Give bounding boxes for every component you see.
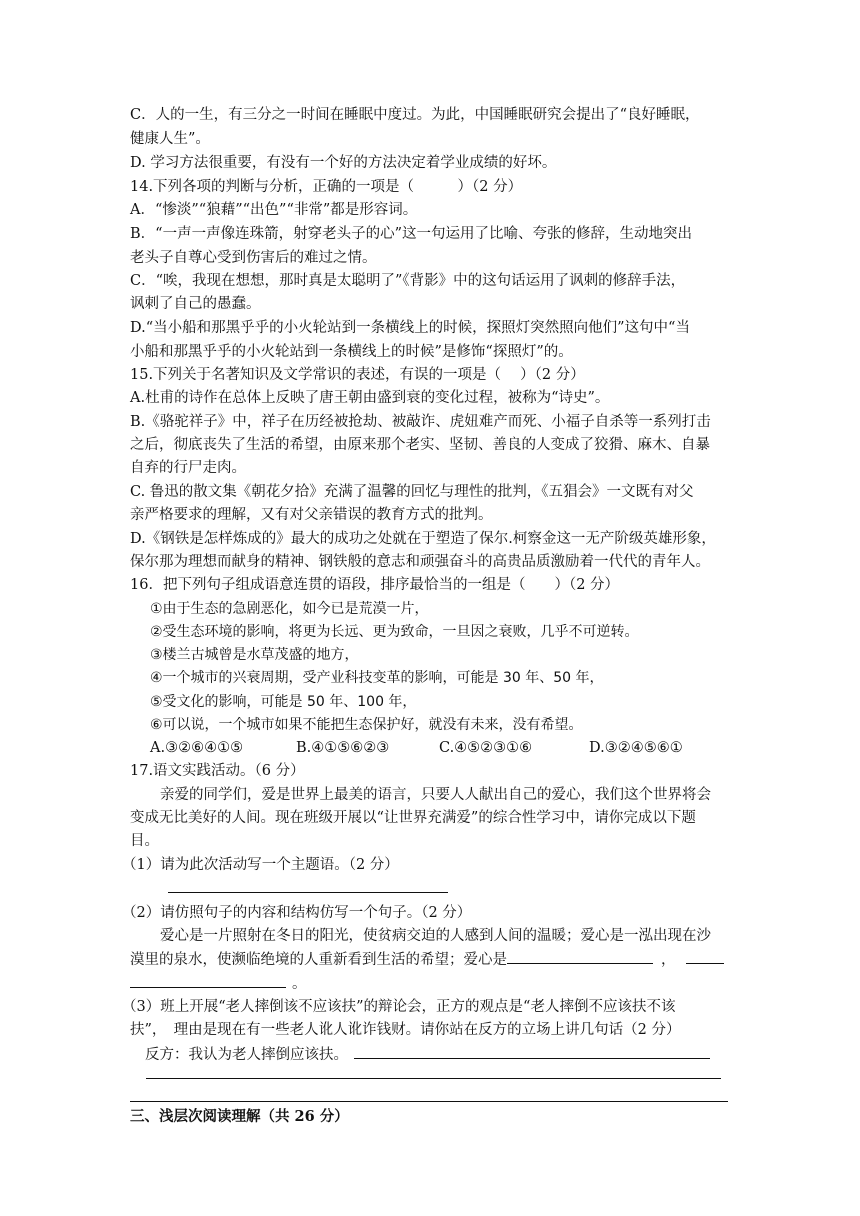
q16-sentence-2: ②受生态环境的影响，将更为长远、更为致命，一旦因之衰败，几乎不可逆转。 — [150, 624, 639, 640]
q13-option-c-line2: 健康人生”。 — [130, 131, 210, 147]
section-3-heading: 三、浅层次阅读理解（共 26 分） — [130, 1108, 349, 1125]
q14-option-c-line2: 讽刺了自己的愚蠢。 — [130, 296, 261, 312]
q17-part3-answer-line1 — [145, 1044, 710, 1065]
q16-option-c: C.④⑤②③①⑥ — [439, 740, 533, 756]
q14-option-d-line2: 小船和那黑乎乎的小火轮站到一条横线上的时候”是修饰“探照灯”的。 — [130, 344, 573, 360]
q17-stem: 17.语文实践活动。（6 分） — [130, 763, 305, 779]
q14-option-d-line1: D.“当小船和那黑乎乎的小火轮站到一条横线上的时候，探照灯突然照向他们”这句中“当 — [130, 320, 690, 336]
q17-part3-prompt-line2: 扶”， 理由是现在有一些老人讹人讹诈钱财。请你站在反方的立场上讲几句话（2 分） — [130, 1022, 681, 1038]
q15-stem: 15.下列关于名著知识及文学常识的表述，有误的一项是（ ）（2 分） — [130, 367, 585, 383]
q15-option-d-line2: 保尔那为理想而献身的精神、钢铁般的意志和顽强奋斗的高贵品质激励着一代代的青年人。 — [130, 554, 710, 570]
q17-part2-example-line1: 爱心是一片照射在冬日的阳光，使贫病交迫的人感到人间的温暖；爱心是一泓出现在沙 — [160, 928, 711, 944]
q13-option-d: D. 学习方法很重要，有没有一个好的方法决定着学业成绩的好坏。 — [130, 155, 557, 171]
q17-part2-example-text: 漠里的泉水，使濒临绝境的人重新看到生活的希望；爱心是 — [130, 952, 507, 968]
q17-part2-blank-2a[interactable] — [686, 949, 724, 964]
q17-part3-blank-3[interactable] — [130, 1101, 728, 1102]
q14-option-c-line1: C．“唉，我现在想想，那时真是太聪明了”《背影》中的这句话运用了讽刺的修辞手法， — [130, 273, 686, 289]
q16-option-b: B.④①⑤⑥②③ — [296, 740, 390, 756]
q16-option-a: A.③②⑥④①⑤ — [150, 740, 244, 756]
q17-intro-line2: 变成无比美好的人间。现在班级开展以“让世界充满爱”的综合性学习中，请你完成以下题 — [130, 810, 696, 826]
q15-option-b-line1: B.《骆驼祥子》中，祥子在历经被抢劫、被敲诈、虎妞难产而死、小福子自杀等一系列打击 — [130, 414, 711, 430]
q17-part2-example-line2 — [130, 949, 724, 970]
q15-option-c-line1: C. 鲁迅的散文集《朝花夕拾》充满了温馨的回忆与理性的批判，《五猖会》一文既有对父 — [130, 484, 694, 500]
q17-part3-blank-1[interactable] — [354, 1044, 710, 1059]
q16-sentence-6: ⑥可以说，一个城市如果不能把生态保护好，就没有未来，没有希望。 — [150, 717, 583, 733]
q17-part2-example-line3 — [130, 973, 307, 994]
q16-sentence-4: ④一个城市的兴衰周期，受产业科技变革的影响，可能是 30 年、50 年， — [150, 670, 604, 686]
q15-option-a: A.杜甫的诗作在总体上反映了唐王朝由盛到衰的变化过程，被称为“诗史”。 — [130, 390, 610, 406]
q17-intro-line1: 亲爱的同学们，爱是世界上最美的语言，只要人人献出自己的爱心，我们这个世界将会 — [160, 787, 711, 803]
q14-option-a: A．“惨淡”“狼藉”“出色”“非常”都是形容词。 — [130, 202, 418, 218]
q17-part3-prompt-line1: （3）班上开展“老人摔倒该不应该扶”的辩论会，正方的观点是“老人摔倒不应该扶不该 — [122, 999, 676, 1015]
q17-intro-line3: 目。 — [130, 833, 159, 849]
q17-part2-period: 。 — [292, 976, 307, 992]
q17-part3-answer-prefix: 反方：我认为老人摔倒应该扶。 — [145, 1047, 348, 1063]
q17-part1-answer-line[interactable] — [168, 892, 448, 893]
q15-option-b-line3: 自弃的行尸走肉。 — [130, 460, 246, 476]
q15-option-b-line2: 之后，彻底丧失了生活的希望，由原来那个老实、坚韧、善良的人变成了狡猾、麻木、自暴 — [130, 437, 710, 453]
q16-sentence-3: ③楼兰古城曾是水草茂盛的地方， — [150, 647, 359, 663]
q17-part1-prompt: （1）请为此次活动写一个主题语。（2 分） — [122, 857, 399, 873]
q15-option-c-line2: 亲严格要求的理解，又有对父亲错误的教育方式的批判。 — [130, 507, 493, 523]
q14-option-b-line2: 老头子自尊心受到伤害后的难过之情。 — [130, 250, 377, 266]
q17-part2-prompt: （2）请仿照句子的内容和结构仿写一个句子。（2 分） — [122, 905, 472, 921]
q15-option-d-line1: D.《钢铁是怎样炼成的》最大的成功之处就在于塑造了保尔.柯察金这一无产阶级英雄形象， — [130, 531, 716, 547]
q16-sentence-5: ⑤受文化的影响，可能是 50 年、100 年， — [150, 694, 417, 710]
q17-part3-blank-2[interactable] — [146, 1078, 721, 1079]
q14-stem: 14.下列各项的判断与分析，正确的一项是（ ）（2 分） — [130, 179, 523, 195]
q17-part2-blank-2b[interactable] — [130, 973, 286, 988]
q16-stem: 16．把下列句子组成语意连贯的语段，排序最恰当的一组是（ ）（2 分） — [130, 577, 620, 593]
q16-option-d: D.③②④⑤⑥① — [589, 740, 683, 756]
q13-option-c-line1: C．人的一生，有三分之一时间在睡眠中度过。为此，中国睡眠研究会提出了“良好睡眠， — [130, 107, 700, 123]
q16-sentence-1: ①由于生态的急剧恶化，如今已是荒漠一片， — [150, 601, 429, 617]
q17-part2-comma: ， — [661, 952, 676, 968]
q14-option-b-line1: B．“一声一声像连珠箭，射穿老头子的心”这一句运用了比喻、夸张的修辞，生动地突出 — [130, 226, 692, 242]
q17-part2-blank-1[interactable] — [507, 949, 653, 964]
